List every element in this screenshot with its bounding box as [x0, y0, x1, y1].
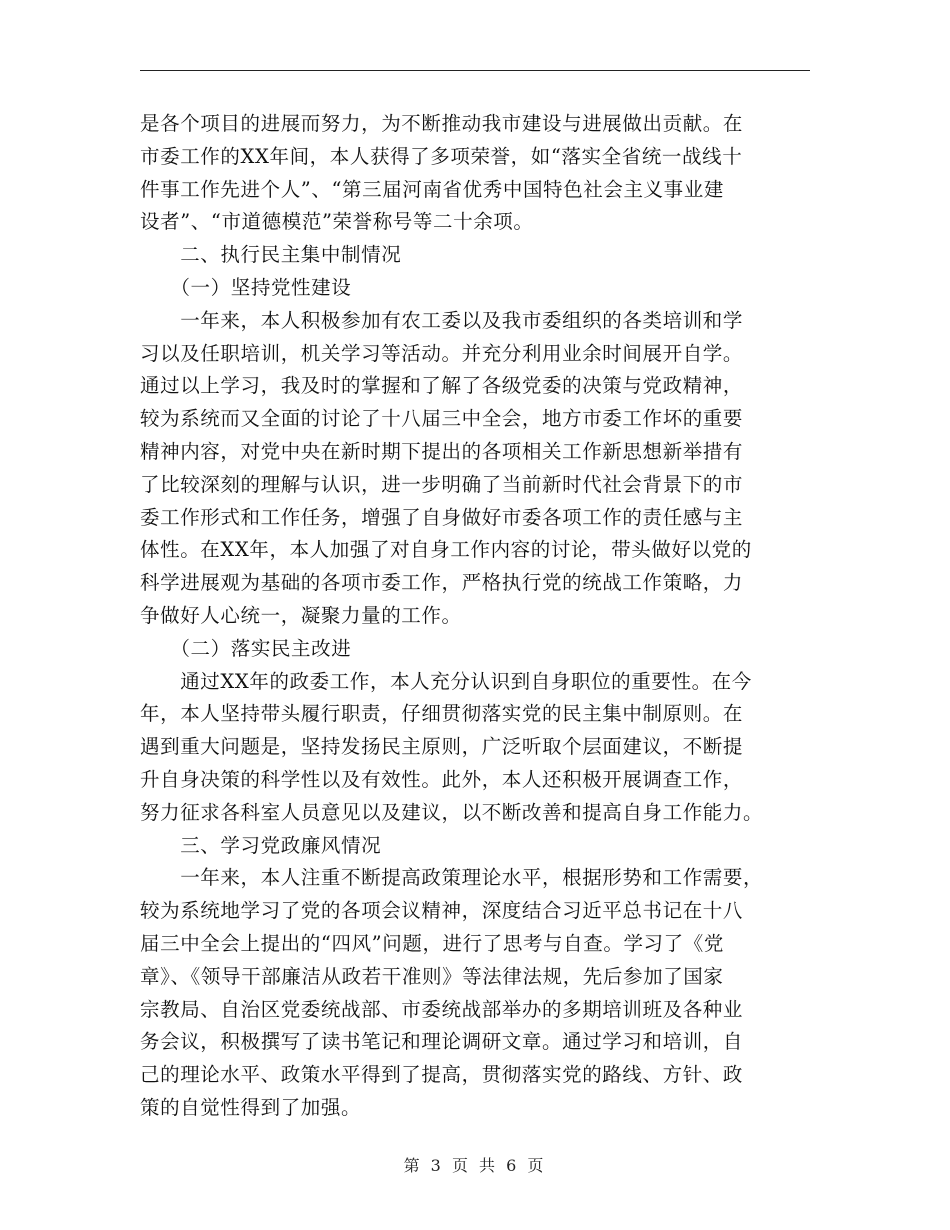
text-line: 通过以上学习，我及时的掌握和了解了各级党委的决策与党政精神， — [140, 374, 744, 398]
section-heading: 三、学习党政廉风情况 — [140, 833, 382, 857]
text-line: 了比较深刻的理解与认识，进一步明确了当前新时代社会背景下的市 — [140, 472, 744, 496]
section-heading: 二、执行民主集中制情况 — [140, 243, 402, 267]
text-line: 努力征求各科室人员意见以及建议，以不断改善和提高自身工作能力。 — [140, 800, 764, 824]
header-rule — [140, 70, 810, 71]
text-line: 争做好人心统一，凝聚力量的工作。 — [140, 603, 462, 627]
text-line: 己的理论水平、政策水平得到了提高，贯彻落实党的路线、方针、政 — [140, 1063, 744, 1087]
text-line: 是各个项目的进展而努力，为不断推动我市建设与进展做出贡献。在 — [140, 112, 744, 135]
text-line: 届三中全会上提出的“四风”问题，进行了思考与自查。学习了《党 — [140, 931, 724, 955]
text-line: 较为系统而又全面的讨论了十八届三中全会，地方市委工作坏的重要 — [140, 407, 744, 431]
text-line: 件事工作先进个人”、“第三届河南省优秀中国特色社会主义事业建 — [140, 177, 724, 201]
text-line: 宗教局、自治区党委统战部、市委统战部举办的多期培训班及各种业 — [140, 997, 744, 1021]
subsection-heading: （二）落实民主改进 — [140, 636, 352, 660]
text-line: 精神内容，对党中央在新时期下提出的各项相关工作新思想新举措有 — [140, 439, 744, 463]
document-body — [140, 108, 810, 1125]
text-line: 年，本人坚持带头履行职责，仔细贯彻落实党的民主集中制原则。在 — [140, 702, 744, 726]
text-line: 体性。在XX年，本人加强了对自身工作内容的讨论，带头做好以党的 — [140, 538, 752, 562]
text-line: 策的自觉性得到了加强。 — [140, 1095, 362, 1119]
page-number: 第 3 页 共 6 页 — [403, 1156, 547, 1175]
text-line: 遇到重大问题是，坚持发扬民主原则，广泛听取个层面建议，不断提 — [140, 735, 744, 759]
text-line: 习以及任职培训，机关学习等活动。并充分利用业余时间展开自学。 — [140, 341, 744, 365]
text-line: 一年来，本人积极参加有农工委以及我市委组织的各类培训和学 — [140, 308, 744, 332]
text-line: 科学进展观为基础的各项市委工作，严格执行党的统战工作策略，力 — [140, 571, 744, 595]
text-line: 通过XX年的政委工作，本人充分认识到自身职位的重要性。在今 — [140, 669, 752, 693]
subsection-heading: （一）坚持党性建设 — [140, 275, 352, 299]
text-line: 委工作形式和工作任务，增强了自身做好市委各项工作的责任感与主 — [140, 505, 744, 529]
text-line: 升自身决策的科学性以及有效性。此外，本人还积极开展调查工作， — [140, 767, 744, 791]
text-line: 章》、《领导干部廉洁从政若干准则》等法律法规，先后参加了国家 — [140, 964, 724, 988]
text-line: 较为系统地学习了党的各项会议精神，深度结合习近平总书记在十八 — [140, 899, 744, 923]
text-line: 务会议，积极撰写了读书笔记和理论调研文章。通过学习和培训，自 — [140, 1030, 744, 1054]
text-line: 一年来，本人注重不断提高政策理论水平，根据形势和工作需要， — [140, 866, 764, 890]
text-line: 市委工作的XX年间，本人获得了多项荣誉，如“落实全省统一战线十 — [140, 144, 743, 168]
text-line: 设者”、“市道德模范”荣誉称号等二十余项。 — [140, 210, 534, 234]
